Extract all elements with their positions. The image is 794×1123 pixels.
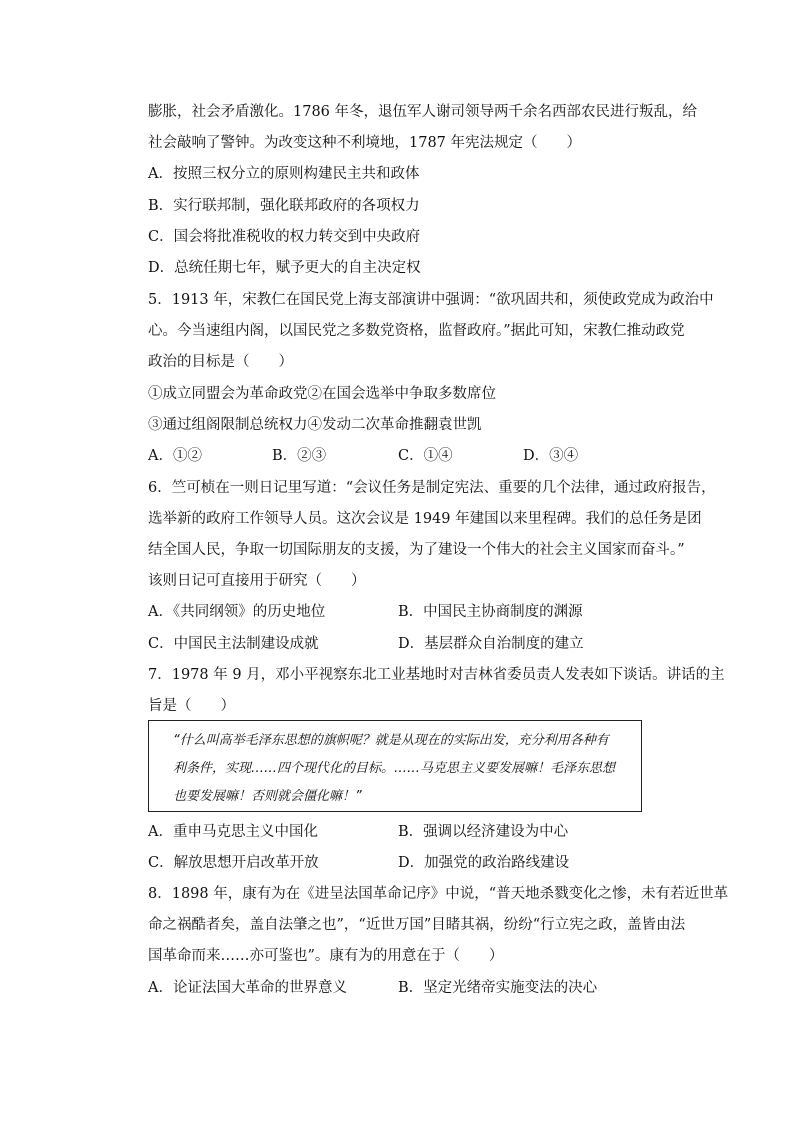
q6-stem-line: 6．竺可桢在一则日记里写道：“会议任务是制定宪法、重要的几个法律，通过政府报告， [148,480,716,496]
q4-option-d: D．总统任期七年，赋予更大的自主决定权 [148,260,421,276]
q7-stem-line: 7．1978 年 9 月，邓小平视察东北工业基地时对吉林省委员责人发表如下谈话。讲话的主 [148,667,725,683]
q6-option-b: B．中国民主协商制度的渊源 [398,604,583,620]
quote-box [148,720,642,812]
q4-option-a: A．按照三权分立的原则构建民主共和政体 [148,166,420,182]
q8-option-a: A．论证法国大革命的世界意义 [148,980,347,996]
q5-statement-line: ③通过组阁限制总统权力④发动二次革命推翻袁世凯 [148,417,482,433]
quote-line: “什么叫高举毛泽东思想的旗帜呢？就是从现在的实际出发，充分利用各种有 [173,733,609,748]
q6-option-c: C．中国民主法制建设成就 [148,636,319,652]
q7-option-d: D．加强党的政治路线建设 [398,855,570,871]
q8-option-b: B．坚定光绪帝实施变法的决心 [398,980,598,996]
q4-option-c: C．国会将批准税收的权力转交到中央政府 [148,229,421,245]
q5-stem-line: 政治的目标是（ ） [148,354,293,370]
q7-option-c: C．解放思想开启改革开放 [148,855,319,871]
q6-stem-line: 结全国人民，争取一切国际朋友的支援，为了建设一个伟大的社会主义国家而奋斗。” [148,542,685,558]
q6-option-a: A．《共同纲领》的历史地位 [148,604,326,620]
q5-option-a: A．①② [148,448,202,464]
q6-stem-line: 选举新的政府工作领导人员。这次会议是 1949 年建国以来里程碑。我们的总任务是团 [148,511,702,527]
q5-option-b: B．②③ [272,448,327,464]
q4-stem-line: 膨胀，社会矛盾激化。1786 年冬，退伍军人谢司领导两千余名西部农民进行叛乱，给 [148,104,698,120]
q4-option-b: B．实行联邦制，强化联邦政府的各项权力 [148,198,420,214]
q4-stem-line: 社会敲响了警钟。为改变这种不利境地，1787 年宪法规定（ ） [148,135,582,151]
quote-line: 利条件，实现……四个现代化的目标。……马克思主义要发展嘛！毛泽东思想 [173,761,616,776]
q7-stem-line: 旨是（ ） [148,698,235,714]
q6-option-d: D．基层群众自治制度的建立 [398,636,584,652]
q5-stem-line: 心。今当速组内阁，以国民党之多数党资格，监督政府。”据此可知，宋教仁推动政党 [148,323,685,339]
quote-line: 也要发展嘛！否则就会僵化嘛！” [173,789,362,804]
q6-stem-line: 该则日记可直接用于研究（ ） [148,573,366,589]
q8-stem-line: 命之祸酷者矣，盖自法肇之也”，“近世万国”目睹其祸，纷纷“行立宪之政，盖皆由法 [148,917,686,933]
q8-stem-line: 8．1898 年，康有为在《进呈法国革命记序》中说，“普天地杀戮变化之惨，未有若近世革 [148,886,729,902]
q8-stem-line: 国革命而来……亦可鉴也”。康有为的用意在于（ ） [148,948,504,964]
q5-statement-line: ①成立同盟会为革命政党②在国会选举中争取多数席位 [148,386,496,402]
q5-option-d: D．③④ [523,448,579,464]
q7-option-a: A．重申马克思主义中国化 [148,824,318,840]
q7-option-b: B．强调以经济建设为中心 [398,824,569,840]
q5-stem-line: 5．1913 年，宋教仁在国民党上海支部演讲中强调：“欲巩固共和，须使政党成为政治中 [148,292,714,308]
q5-option-c: C．①④ [398,448,453,464]
